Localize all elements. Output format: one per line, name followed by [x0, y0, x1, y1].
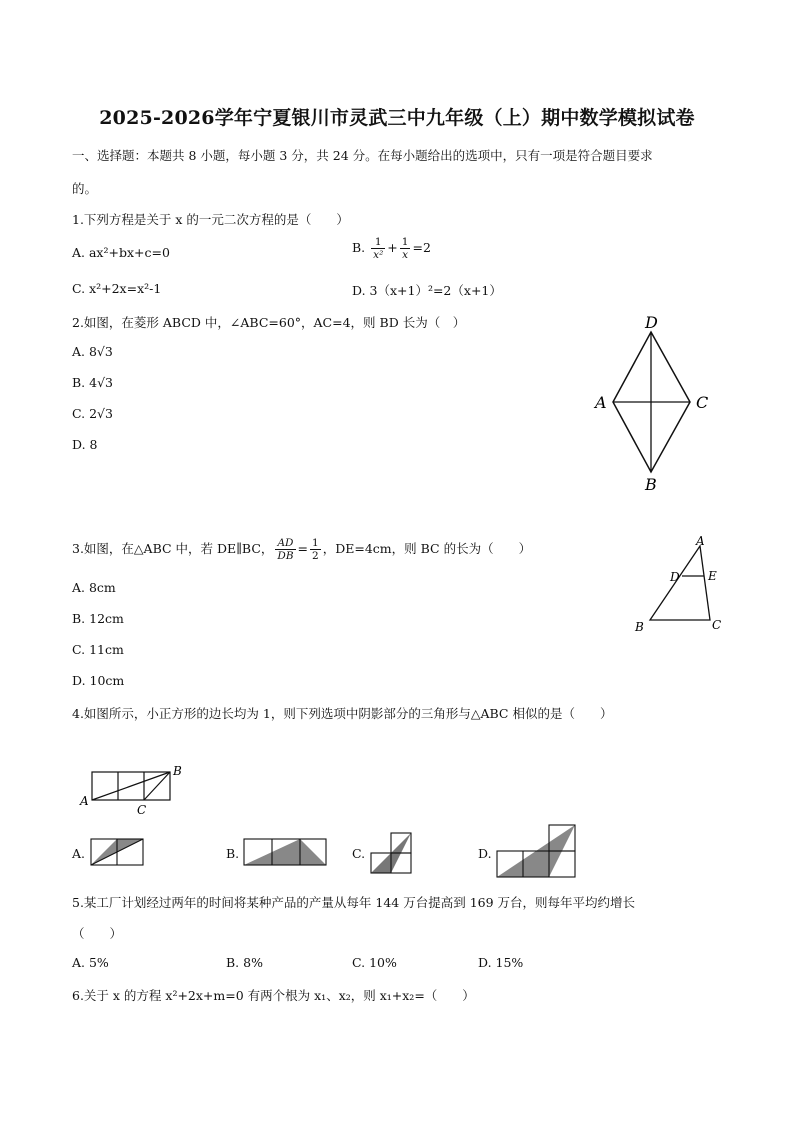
point-label-c: C — [137, 803, 147, 817]
question-5-option-b: B. 8% — [226, 955, 263, 970]
vertex-label-c: C — [712, 618, 722, 632]
equals-two: =2 — [412, 240, 431, 255]
question-3-stem — [72, 537, 531, 562]
page-title: 2025-2026学年宁夏银川市灵武三中九年级（上）期中数学模拟试卷 — [99, 107, 695, 129]
frac-denominator: DB — [277, 550, 294, 562]
question-4-option-b-label: B. — [226, 846, 240, 861]
vertex-label-a: A — [696, 534, 705, 548]
question-2-option-d: D. 8 — [72, 437, 98, 452]
frac-denominator: x — [402, 249, 409, 261]
point-label-a: A — [80, 794, 89, 808]
question-4-option-d-label: D. — [478, 846, 492, 861]
fraction-1-over-x2 — [371, 236, 385, 261]
section-heading-line1: 一、选择题：本题共 8 小题，每小题 3 分，共 24 分。在每小题给出的选项中，只有一项是符合题目要求 — [72, 148, 653, 163]
question-2-option-c: C. 2√3 — [72, 406, 113, 421]
question-4-stem: 4.如图所示，小正方形的边长均为 1，则下列选项中阴影部分的三角形与△ABC 相似的是（ ） — [72, 706, 613, 721]
grid-triangle-abc-figure — [78, 760, 188, 820]
question-3-option-c: C. 11cm — [72, 642, 124, 657]
question-6-stem: 6.关于 x 的方程 x²+2x+m=0 有两个根为 x₁、x₂，则 x₁+x₂=（ ） — [72, 988, 475, 1003]
vertex-label-a: A — [595, 393, 607, 412]
question-5-option-d: D. 15% — [478, 955, 524, 970]
fraction-1-over-x — [400, 236, 411, 261]
option-c-grid-figure — [368, 830, 418, 876]
vertex-label-c: C — [696, 393, 709, 412]
plus-sign: + — [387, 240, 398, 255]
frac-numerator: 1 — [371, 236, 385, 249]
frac-numerator: AD — [275, 537, 295, 550]
frac-numerator: 1 — [401, 236, 409, 248]
question-5-option-c: C. 10% — [352, 955, 397, 970]
question-4-option-a-label: A. — [72, 846, 86, 861]
vertex-label-b: B — [635, 620, 644, 634]
frac-numerator: 1 — [312, 537, 319, 549]
frac-denominator: x² — [373, 249, 384, 261]
question-2-stem: 2.如图，在菱形 ABCD 中，∠ABC=60°，AC=4，则 BD 长为（ ） — [72, 315, 466, 330]
question-2-option-a: A. 8√3 — [72, 344, 113, 359]
question-1-stem: 1.下列方程是关于 x 的一元二次方程的是（ ） — [72, 212, 349, 227]
question-1-option-d: D. 3（x+1）²=2（x+1） — [352, 283, 502, 298]
point-label-d: D — [670, 570, 680, 584]
stem-prefix: 3.如图，在△ABC 中，若 DE∥BC， — [72, 541, 274, 556]
option-d-grid-figure — [496, 824, 580, 880]
equals-sign: = — [297, 541, 309, 556]
question-1-option-c: C. x²+2x=x²-1 — [72, 281, 162, 296]
question-3-option-a: A. 8cm — [72, 580, 116, 595]
rhombus-figure — [590, 310, 720, 495]
option-a-grid-figure — [90, 838, 146, 868]
question-3-option-b: B. 12cm — [72, 611, 124, 626]
triangle-abc-figure — [630, 534, 730, 634]
question-2-option-b: B. 4√3 — [72, 375, 114, 390]
question-3-option-d: D. 10cm — [72, 673, 125, 688]
fraction-one-half — [310, 537, 321, 562]
question-4-option-c-label: C. — [352, 846, 366, 861]
question-5-option-a: A. 5% — [72, 955, 109, 970]
question-1-option-b — [352, 236, 431, 261]
stem-suffix: ，DE=4cm，则 BC 的长为（ ） — [322, 541, 532, 556]
section-heading-line2: 的。 — [72, 181, 98, 196]
option-b-prefix: B. — [352, 240, 366, 255]
point-label-b: B — [173, 764, 182, 778]
question-5-stem: 5.某工厂计划经过两年的时间将某种产品的产量从每年 144 万台提高到 169 万台，则每年平均约增长 — [72, 895, 636, 910]
fraction-ad-over-db — [275, 537, 295, 562]
vertex-label-b: B — [645, 475, 657, 494]
question-1-option-a: A. ax²+bx+c=0 — [72, 245, 170, 260]
vertex-label-d: D — [645, 313, 658, 332]
point-label-e: E — [708, 569, 717, 583]
question-5-paren: （ ） — [72, 926, 123, 941]
frac-denominator: 2 — [312, 550, 319, 562]
option-b-grid-figure — [243, 838, 329, 868]
